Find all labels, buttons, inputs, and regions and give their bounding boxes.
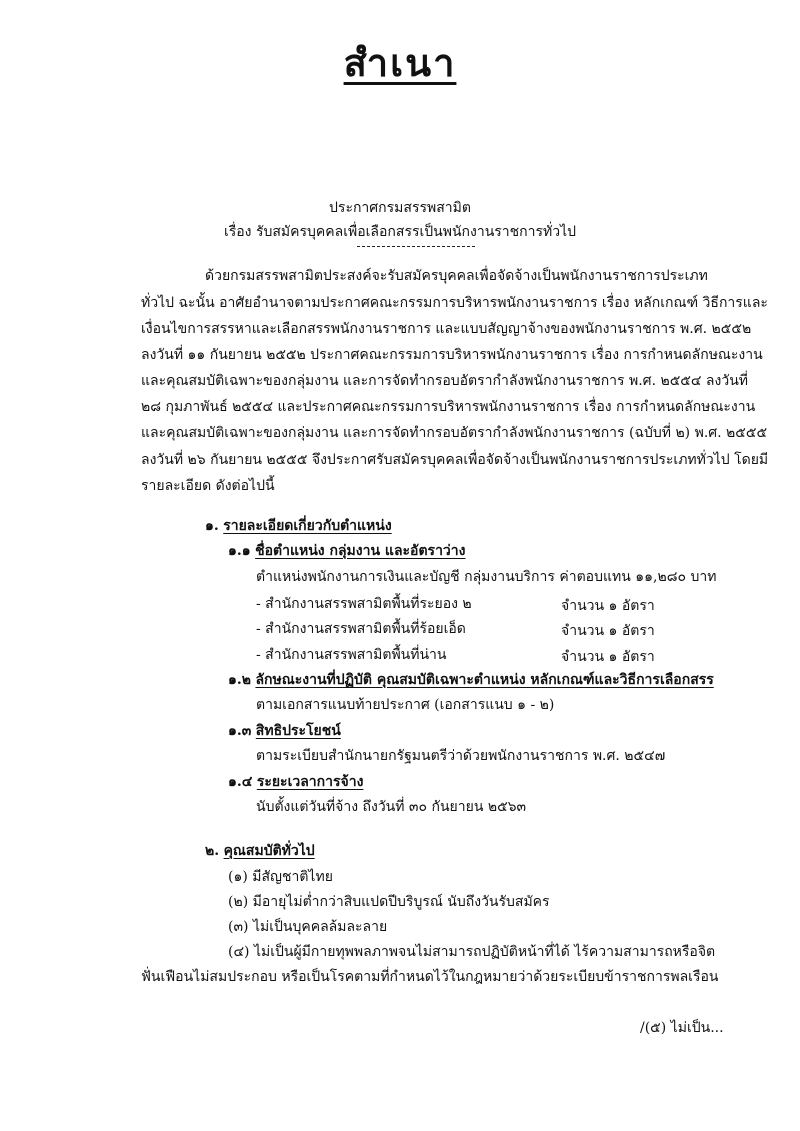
intro-line: รายละเอียด ดังต่อไปนี้ — [141, 478, 275, 494]
intro-line: และคุณสมบัติเฉพาะของกลุ่มงาน และการจัดทำกรอบอัตรากำลังพนักงานราชการ พ.ศ. ๒๕๕๔ ลงวันที่ — [141, 373, 749, 389]
qualification-item: (๓) ไม่เป็นบุคคลล้มละลาย — [228, 919, 388, 935]
subsection-text: ตามระเบียบสำนักนายกรัฐมนตรีว่าด้วยพนักงานราชการ พ.ศ. ๒๕๔๗ — [256, 748, 666, 764]
qualification-item: (๒) มีอายุไม่ต่ำกว่าสิบแปดปีบริบูรณ์ นับถึงวันรับสมัคร — [228, 894, 550, 910]
section-title: รายละเอียดเกี่ยวกับตำแหน่ง — [223, 518, 392, 534]
qualification-item: (๑) มีสัญชาติไทย — [228, 869, 333, 885]
office-name: - สำนักงานสรรพสามิตพื้นที่น่าน — [256, 647, 447, 663]
section-title: คุณสมบัติทั่วไป — [223, 843, 315, 859]
copy-stamp: สำเนา — [343, 40, 457, 85]
office-vacancy-count: จำนวน ๑ อัตรา — [561, 649, 655, 665]
subsection-number: ๑.๔ — [228, 774, 253, 790]
qualification-continuation: ฟั่นเฟือนไม่สมประกอบ หรือเป็นโรคตามที่กำหนดไว้ในกฎหมายว่าด้วยระเบียบข้าราชการพลเรือน — [141, 969, 719, 985]
subsection-text: นับตั้งแต่วันที่จ้าง ถึงวันที่ ๓๐ กันยายน ๒๕๖๓ — [256, 799, 527, 815]
intro-line: และคุณสมบัติเฉพาะของกลุ่มงาน และการจัดทำกรอบอัตรากำลังพนักงานราชการ (ฉบับที่ ๒) พ.ศ. ๒๕๕๕ — [141, 425, 768, 441]
title-divider — [357, 246, 475, 247]
intro-line: ๒๘ กุมภาพันธ์ ๒๕๕๔ และประกาศคณะกรรมการบริหารพนักงานราชการ เรื่อง การกำหนดลักษณะงาน — [141, 399, 756, 415]
office-vacancy-count: จำนวน ๑ อัตรา — [561, 598, 655, 614]
intro-line: เงื่อนไขการสรรหาและเลือกสรรพนักงานราชการ และแบบสัญญาจ้างของพนักงานราชการ พ.ศ. ๒๕๕๒ — [141, 321, 752, 337]
intro-line: ลงวันที่ ๒๖ กันยายน ๒๕๕๕ จึงประกาศรับสมัครบุคคลเพื่อจัดจ้างเป็นพนักงานราชการประเภททั่วไป โดยมี — [141, 452, 769, 468]
section-number: ๑. — [205, 518, 219, 534]
subsection-title: สิทธิประโยชน์ — [255, 723, 341, 739]
subsection-title: ลักษณะงานที่ปฏิบัติ คุณสมบัติเฉพาะตำแหน่ง หลักเกณฑ์และวิธีการเลือกสรร — [255, 672, 714, 688]
office-vacancy-count: จำนวน ๑ อัตรา — [561, 623, 655, 639]
qualification-item: (๔) ไม่เป็นผู้มีกายทุพพลภาพจนไม่สามารถปฏิบัติหน้าที่ได้ ไร้ความสามารถหรือจิต — [228, 944, 716, 960]
intro-line: ด้วยกรมสรรพสามิตประสงค์จะรับสมัครบุคคลเพื่อจัดจ้างเป็นพนักงานราชการประเภท — [205, 268, 708, 284]
position-description: ตำแหน่งพนักงานการเงินและบัญชี กลุ่มงานบริการ ค่าตอบแทน ๑๑,๒๘๐ บาท — [256, 569, 717, 585]
subsection-number: ๑.๑ — [228, 543, 251, 559]
section-number: ๒. — [205, 843, 220, 859]
office-name: - สำนักงานสรรพสามิตพื้นที่ร้อยเอ็ด — [256, 621, 466, 637]
section-2-heading — [205, 842, 315, 860]
page-continuation: /(๕) ไม่เป็น... — [640, 1020, 724, 1036]
intro-line: ลงวันที่ ๑๑ กันยายน ๒๕๕๒ ประกาศคณะกรรมการบริหารพนักงานราชการ เรื่อง การกำหนดลักษณะงาน — [141, 347, 763, 363]
announcement-title: ประกาศกรมสรรพสามิต — [329, 200, 471, 216]
subsection-1-1-heading — [228, 542, 466, 560]
subsection-text: ตามเอกสารแนบท้ายประกาศ (เอกสารแนบ ๑ - ๒) — [256, 697, 555, 713]
subsection-1-2-heading — [228, 671, 714, 689]
subsection-number: ๑.๒ — [228, 672, 251, 688]
subsection-1-3-heading — [228, 722, 341, 740]
subsection-title: ระยะเวลาการจ้าง — [256, 774, 364, 790]
announcement-subject: เรื่อง รับสมัครบุคคลเพื่อเลือกสรรเป็นพนักงานราชการทั่วไป — [223, 224, 577, 240]
subsection-title: ชื่อตำแหน่ง กลุ่มงาน และอัตราว่าง — [255, 543, 466, 559]
subsection-number: ๑.๓ — [228, 723, 252, 739]
office-name: - สำนักงานสรรพสามิตพื้นที่ระยอง ๒ — [256, 596, 472, 612]
subsection-1-4-heading — [228, 773, 363, 791]
intro-line: ทั่วไป ฉะนั้น อาศัยอำนาจตามประกาศคณะกรรมการบริหารพนักงานราชการ เรื่อง หลักเกณฑ์ วิธีการและ — [141, 295, 768, 311]
section-1-heading — [205, 517, 392, 535]
